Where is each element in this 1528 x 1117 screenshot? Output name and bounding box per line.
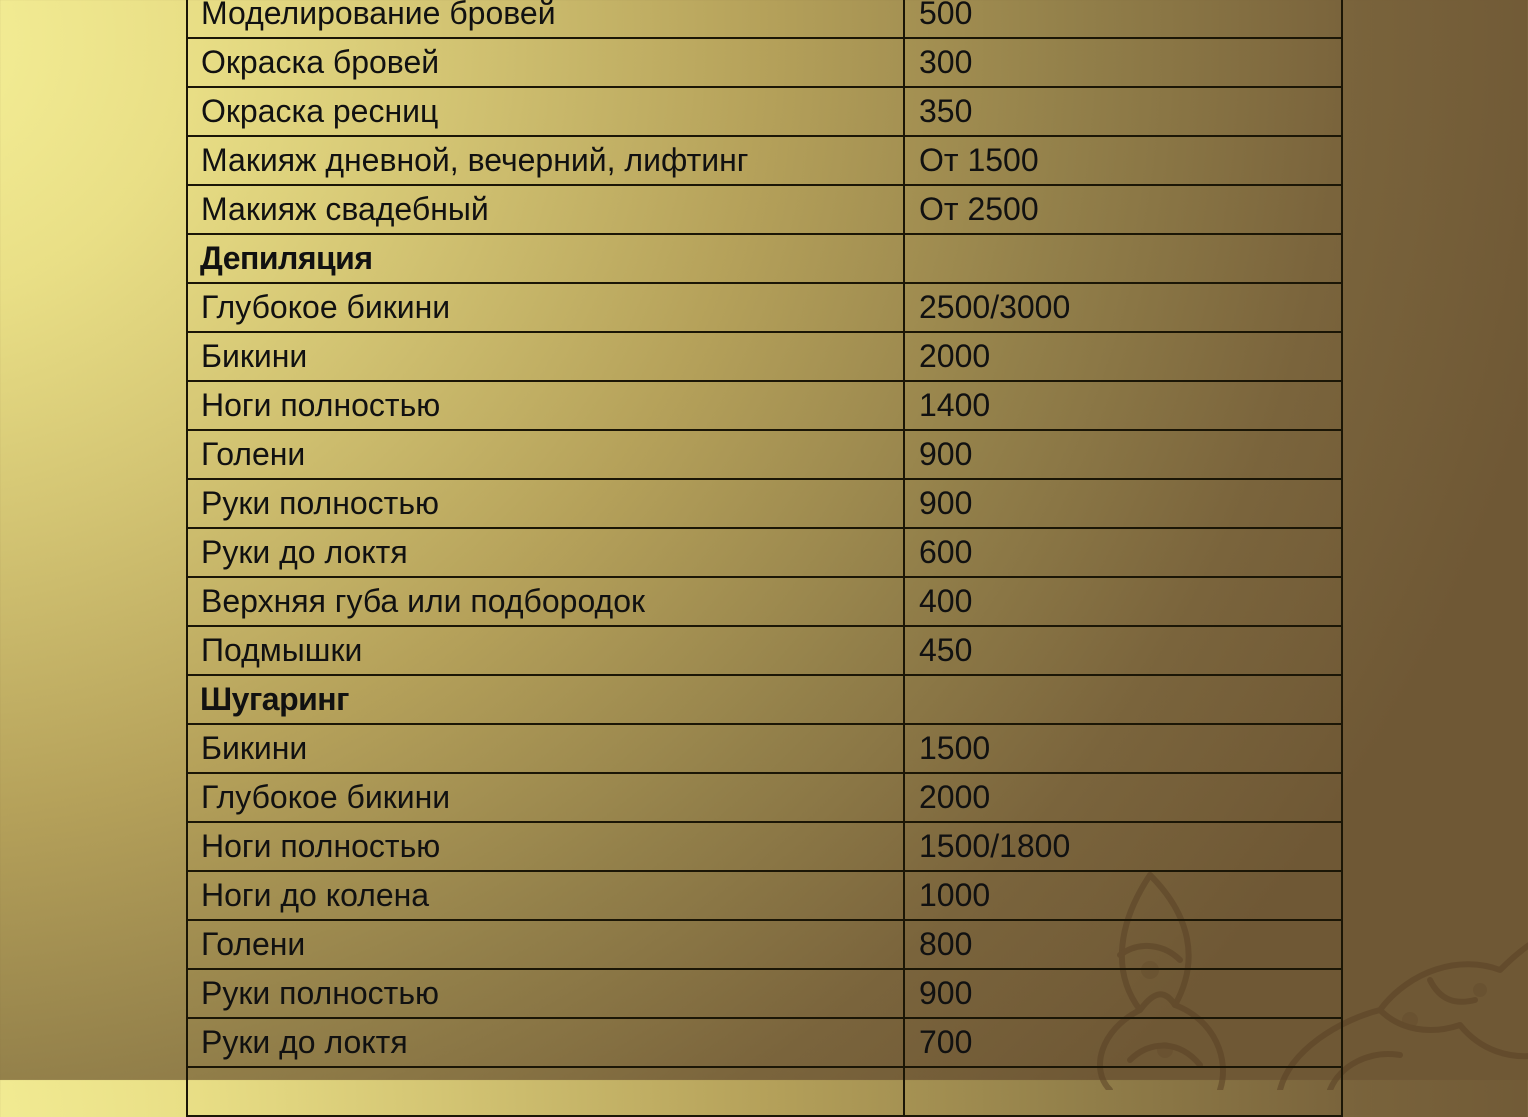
table-row	[187, 577, 1342, 626]
price-cell: 300	[904, 38, 1342, 87]
price-cell: 400	[904, 577, 1342, 626]
table-row	[187, 920, 1342, 969]
table-row	[187, 185, 1342, 234]
price-list-body	[187, 0, 1342, 1116]
section-title: Шугаринг	[187, 675, 904, 724]
service-name-cell: Окраска ресниц	[187, 87, 904, 136]
price-cell: От 2500	[904, 185, 1342, 234]
price-cell: 900	[904, 479, 1342, 528]
service-name-cell: Верхняя губа или подбородок	[187, 577, 904, 626]
table-row	[187, 773, 1342, 822]
service-name-cell: Руки до локтя	[187, 1018, 904, 1067]
service-name-cell	[187, 1067, 904, 1116]
price-cell: 600	[904, 528, 1342, 577]
price-cell: 800	[904, 920, 1342, 969]
price-cell: 2500/3000	[904, 283, 1342, 332]
price-list-table	[186, 0, 1343, 1117]
service-name-cell: Глубокое бикини	[187, 773, 904, 822]
service-name-cell: Глубокое бикини	[187, 283, 904, 332]
service-name-cell: Ноги до колена	[187, 871, 904, 920]
service-name-cell: Окраска бровей	[187, 38, 904, 87]
service-name-cell: Ноги полностью	[187, 822, 904, 871]
service-name-cell: Подмышки	[187, 626, 904, 675]
price-cell: 1500/1800	[904, 822, 1342, 871]
service-name-cell: Моделирование бровей	[187, 0, 904, 38]
price-cell	[904, 675, 1342, 724]
table-row	[187, 1067, 1342, 1116]
price-cell: 700	[904, 1018, 1342, 1067]
service-name-cell: Бикини	[187, 332, 904, 381]
table-row	[187, 528, 1342, 577]
price-cell: 1400	[904, 381, 1342, 430]
service-name-cell: Голени	[187, 430, 904, 479]
service-name-cell: Ноги полностью	[187, 381, 904, 430]
table-row	[187, 479, 1342, 528]
service-name-cell: Макияж свадебный	[187, 185, 904, 234]
table-row	[187, 332, 1342, 381]
price-cell: 1500	[904, 724, 1342, 773]
price-cell: 900	[904, 969, 1342, 1018]
price-cell: 2000	[904, 332, 1342, 381]
table-row	[187, 969, 1342, 1018]
price-cell: 1000	[904, 871, 1342, 920]
service-name-cell: Руки до локтя	[187, 528, 904, 577]
table-row	[187, 626, 1342, 675]
service-name-cell: Руки полностью	[187, 479, 904, 528]
price-cell: 350	[904, 87, 1342, 136]
table-row	[187, 381, 1342, 430]
table-row	[187, 283, 1342, 332]
price-cell: 2000	[904, 773, 1342, 822]
section-header-row	[187, 234, 1342, 283]
table-row	[187, 38, 1342, 87]
price-cell: От 1500	[904, 136, 1342, 185]
table-row	[187, 1018, 1342, 1067]
table-row	[187, 871, 1342, 920]
price-cell: 450	[904, 626, 1342, 675]
price-cell: 500	[904, 0, 1342, 38]
service-name-cell: Бикини	[187, 724, 904, 773]
table-row	[187, 0, 1342, 38]
section-header-row	[187, 675, 1342, 724]
price-cell: 900	[904, 430, 1342, 479]
service-name-cell: Макияж дневной, вечерний, лифтинг	[187, 136, 904, 185]
price-cell	[904, 1067, 1342, 1116]
section-title: Депиляция	[187, 234, 904, 283]
table-row	[187, 136, 1342, 185]
service-name-cell: Руки полностью	[187, 969, 904, 1018]
table-row	[187, 87, 1342, 136]
table-row	[187, 822, 1342, 871]
table-row	[187, 724, 1342, 773]
table-row	[187, 430, 1342, 479]
service-name-cell: Голени	[187, 920, 904, 969]
price-cell	[904, 234, 1342, 283]
